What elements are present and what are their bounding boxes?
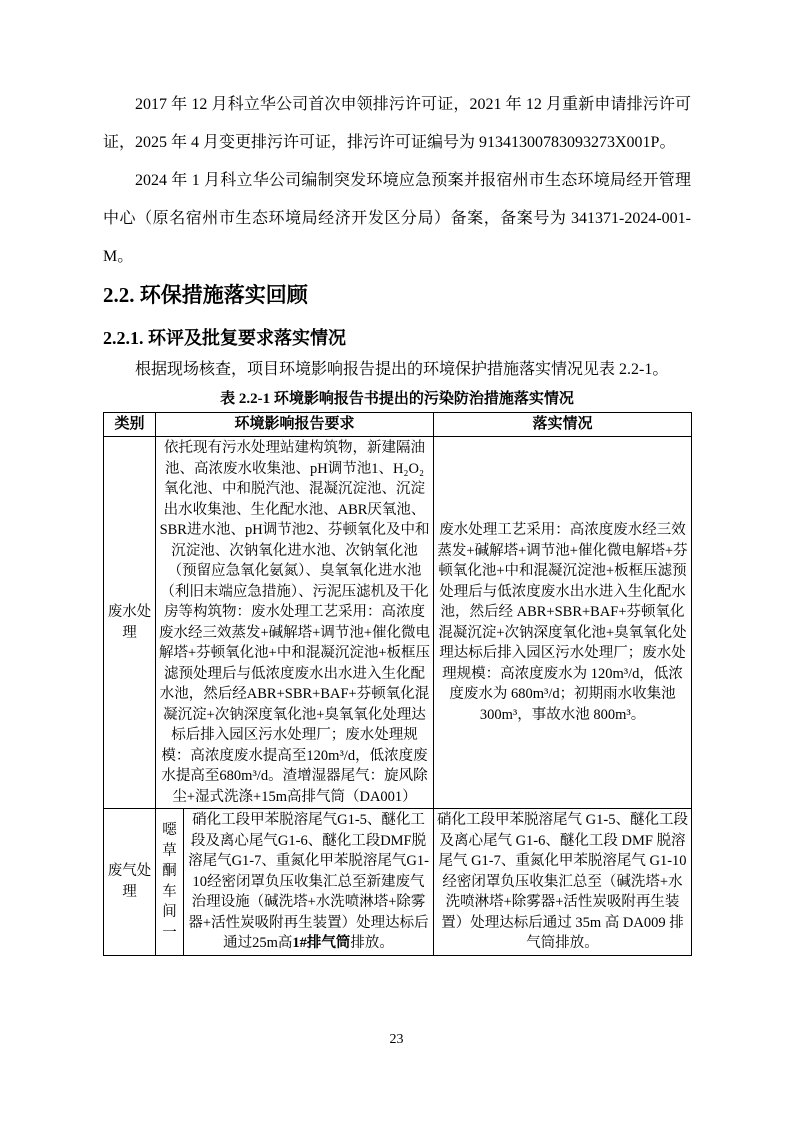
- header-cell-requirement: 环境影响报告要求: [156, 413, 434, 437]
- requirement-text-pre: 硝化工段甲苯脱溶尾气G1-5、醚化工段及离心尾气G1-6、醚化工段DMF脱溶尾气G1-7、重氮化甲苯脱溶尾气G1-10经密闭罩负压收集汇总至新建废气治理设施（碱洗塔+水洗喷淋塔+除雾器+活性炭吸附再生装置）处理达标后通过25m高: [188, 812, 429, 951]
- cell-wastegas-implementation: 硝化工段甲苯脱溶尾气 G1-5、醚化工段及离心尾气 G1-6、醚化工段 DMF 脱溶尾气 G1-7、重氮化甲苯脱溶尾气 G1-10 经密闭罩负压收集汇总至（碱洗塔+水洗喷淋塔+除雾器+活性炭吸附再生装置）处理达标后通过 35m 高 DA009 排气筒排放。: [434, 809, 692, 956]
- requirement-text-post: 排放。: [350, 935, 394, 951]
- header-cell-implementation: 落实情况: [434, 413, 692, 437]
- paragraph-permit-history: 2017 年 12 月科立华公司首次申领排污许可证，2021 年 12 月重新申请排污许可证，2025 年 4 月变更排污许可证，排污许可证编号为 91341300783093273X001P。: [103, 96, 691, 151]
- cell-wastewater-requirement: 依托现有污水处理站建构筑物，新建隔油池、高浓废水收集池、pH调节池1、H₂O₂氧化池、中和脱汽池、混凝沉淀池、沉淀出水收集池、生化配水池、ABR厌氧池、SBR进水池、pH调节池2、芬顿氧化及中和沉淀池、次钠氧化进水池、次钠氧化池（预留应急氧化氨氮）、臭氧氧化进水池（利旧末端应急措施）、污泥压滤机及干化房等构筑物：废水处理工艺采用：高浓度废水经三效蒸发+碱解塔+调节池+催化微电解塔+芬顿氧化池+中和混凝沉淀池+板框压滤预处理后与低浓度废水出水进入生化配水池，然后经ABR+SBR+BAF+芬顿氧化混凝沉淀+次钠深度氧化池+臭氧氧化处理达标后排入园区污水处理厂；废水处理规模：高浓度废水提高至120m³/d，低浓度废水提高至680m³/d。渣增湿器尾气：旋风除尘+湿式洗涤+15m高排气筒（DA001）: [156, 437, 434, 809]
- page-number: 23: [389, 1032, 404, 1047]
- pollution-measures-table: [103, 412, 692, 956]
- table-row-wastegas: [104, 809, 692, 956]
- table-row-wastewater: [104, 437, 692, 809]
- section-heading-2-2-1: 2.2.1. 环评及批复要求落实情况: [103, 328, 346, 348]
- paragraph-table-intro: 根据现场核查，项目环境影响报告提出的环境保护措施落实情况见表 2.2-1。: [135, 361, 669, 378]
- paragraph-emergency-plan: 2024 年 1 月科立华公司编制突发环境应急预案并报宿州市生态环境局经开管理中心（原名宿州市生态环境局经济开发区分局）备案，备案号为 341371-2024-001-M。: [103, 172, 691, 265]
- cell-wastegas-subcategory: 噁草酮车间一: [156, 809, 184, 956]
- header-cell-category: 类别: [104, 413, 156, 437]
- table-title: 表 2.2-1 环境影响报告书提出的污染防治措施落实情况: [220, 391, 574, 407]
- page-content: [103, 0, 691, 956]
- section-heading-2-2: 2.2. 环保措施落实回顾: [103, 283, 308, 307]
- table-header-row: [104, 413, 692, 437]
- cell-wastewater-implementation: 废水处理工艺采用：高浓度废水经三效蒸发+碱解塔+调节池+催化微电解塔+芬顿氧化池+中和混凝沉淀池+板框压滤预处理后与低浓度废水出水进入生化配水池，然后经 ABR+SBR+BAF+芬顿氧化混凝沉淀+次钠深度氧化池+臭氧氧化处理达标后排入园区污水处理厂；废水处理规模：高浓度废水为 120m³/d，低浓度废水为 680m³/d；初期雨水收集池 300m³，事故水池 800m³。: [434, 437, 692, 809]
- cell-wastegas-category: 废气处理: [104, 809, 156, 956]
- cell-wastegas-requirement: [184, 809, 434, 956]
- cell-wastewater-category: 废水处理: [104, 437, 156, 809]
- requirement-text-bold: 1#排气筒: [292, 935, 351, 951]
